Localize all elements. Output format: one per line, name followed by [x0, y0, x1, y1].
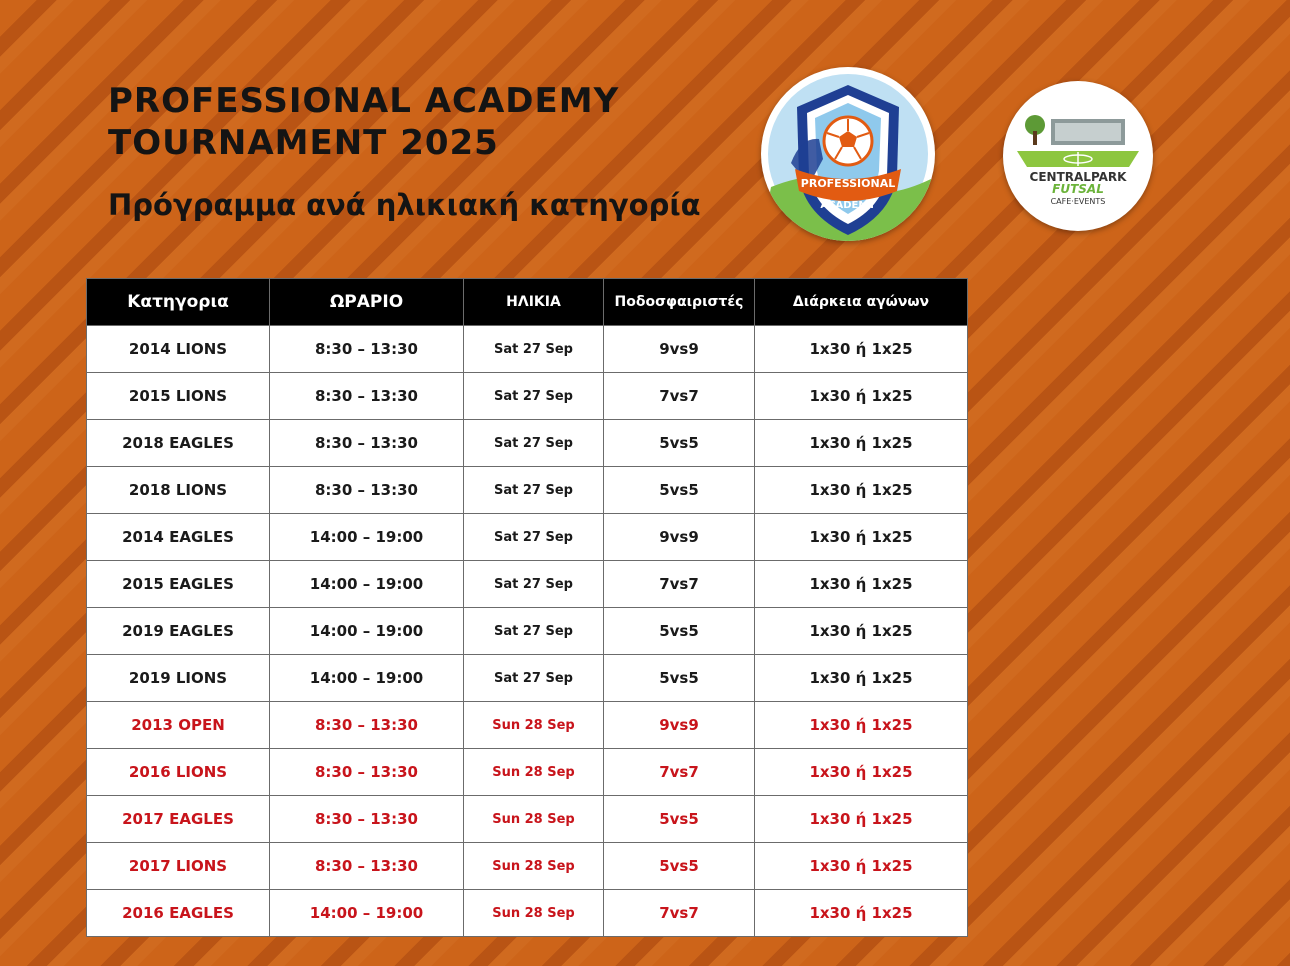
cell-players: 5vs5: [604, 467, 755, 514]
cell-time: 8:30 – 13:30: [270, 702, 464, 749]
cell-day: Sat 27 Sep: [464, 467, 604, 514]
cell-players: 5vs5: [604, 608, 755, 655]
logo-text-academy: ACADEMY: [820, 200, 876, 211]
table-row: [87, 890, 968, 937]
cell-day: Sat 27 Sep: [464, 608, 604, 655]
cell-time: 8:30 – 13:30: [270, 420, 464, 467]
cell-category: 2014 EAGLES: [87, 514, 270, 561]
professional-academy-logo: [761, 67, 935, 241]
cell-duration: 1x30 ή 1x25: [755, 514, 968, 561]
cell-duration: 1x30 ή 1x25: [755, 796, 968, 843]
cell-category: 2014 LIONS: [87, 326, 270, 373]
table-row: [87, 749, 968, 796]
table-row: [87, 420, 968, 467]
logo-text-cafe-events: CAFE·EVENTS: [1050, 197, 1106, 206]
cell-duration: 1x30 ή 1x25: [755, 843, 968, 890]
table-row: [87, 843, 968, 890]
cell-category: 2013 OPEN: [87, 702, 270, 749]
title-line-2: TOURNAMENT 2025: [108, 123, 499, 163]
cell-time: 8:30 – 13:30: [270, 749, 464, 796]
cell-day: Sun 28 Sep: [464, 890, 604, 937]
table-row: [87, 326, 968, 373]
cell-time: 8:30 – 13:30: [270, 373, 464, 420]
cell-category: 2015 LIONS: [87, 373, 270, 420]
col-header-category: Κατηγορια: [87, 279, 270, 326]
central-park-futsal-logo: [1003, 81, 1153, 231]
col-header-duration: Διάρκεια αγώνων: [755, 279, 968, 326]
cell-duration: 1x30 ή 1x25: [755, 749, 968, 796]
table-row: [87, 608, 968, 655]
cell-duration: 1x30 ή 1x25: [755, 467, 968, 514]
cell-category: 2017 EAGLES: [87, 796, 270, 843]
cell-players: 7vs7: [604, 890, 755, 937]
cell-players: 5vs5: [604, 796, 755, 843]
page-subtitle: Πρόγραμμα ανά ηλικιακή κατηγορία: [108, 188, 701, 222]
cell-category: 2015 EAGLES: [87, 561, 270, 608]
cell-category: 2018 LIONS: [87, 467, 270, 514]
cell-players: 5vs5: [604, 655, 755, 702]
cell-day: Sat 27 Sep: [464, 655, 604, 702]
cell-day: Sun 28 Sep: [464, 702, 604, 749]
cell-players: 7vs7: [604, 373, 755, 420]
cell-day: Sun 28 Sep: [464, 749, 604, 796]
col-header-players: Ποδοσφαιριστές: [604, 279, 755, 326]
cell-players: 7vs7: [604, 749, 755, 796]
cell-day: Sat 27 Sep: [464, 420, 604, 467]
cell-day: Sun 28 Sep: [464, 843, 604, 890]
cell-category: 2016 EAGLES: [87, 890, 270, 937]
cell-time: 8:30 – 13:30: [270, 326, 464, 373]
cell-duration: 1x30 ή 1x25: [755, 655, 968, 702]
table-row: [87, 655, 968, 702]
cell-players: 7vs7: [604, 561, 755, 608]
cell-players: 9vs9: [604, 514, 755, 561]
cell-category: 2019 LIONS: [87, 655, 270, 702]
table-header-row: [87, 279, 968, 326]
cell-category: 2016 LIONS: [87, 749, 270, 796]
cell-time: 14:00 – 19:00: [270, 608, 464, 655]
central-park-logo-graphic: [1003, 81, 1153, 231]
cell-category: 2017 LIONS: [87, 843, 270, 890]
table-row: [87, 796, 968, 843]
cell-duration: 1x30 ή 1x25: [755, 561, 968, 608]
cell-day: Sat 27 Sep: [464, 514, 604, 561]
cell-day: Sat 27 Sep: [464, 561, 604, 608]
cell-time: 14:00 – 19:00: [270, 561, 464, 608]
cell-day: Sat 27 Sep: [464, 373, 604, 420]
title-line-1: PROFESSIONAL ACADEMY: [108, 81, 620, 121]
table-row: [87, 467, 968, 514]
cell-category: 2019 EAGLES: [87, 608, 270, 655]
cell-time: 8:30 – 13:30: [270, 796, 464, 843]
cell-players: 5vs5: [604, 420, 755, 467]
professional-academy-logo-graphic: [761, 67, 935, 241]
table-row: [87, 702, 968, 749]
cell-day: Sun 28 Sep: [464, 796, 604, 843]
cell-players: 9vs9: [604, 702, 755, 749]
table-row: [87, 373, 968, 420]
logo-text-centralpark: CENTRALPARK: [1029, 170, 1127, 184]
table-row: [87, 561, 968, 608]
cell-players: 5vs5: [604, 843, 755, 890]
logo-text-futsal: FUTSAL: [1052, 182, 1104, 196]
table-row: [87, 514, 968, 561]
col-header-time: ΩΡΑΡΙΟ: [270, 279, 464, 326]
logo-text-professional: PROFESSIONAL: [800, 177, 896, 190]
page-title: [108, 80, 619, 164]
cell-time: 8:30 – 13:30: [270, 467, 464, 514]
col-header-age: ΗΛΙΚΙΑ: [464, 279, 604, 326]
cell-duration: 1x30 ή 1x25: [755, 373, 968, 420]
cell-duration: 1x30 ή 1x25: [755, 608, 968, 655]
cell-duration: 1x30 ή 1x25: [755, 420, 968, 467]
cell-category: 2018 EAGLES: [87, 420, 270, 467]
cell-duration: 1x30 ή 1x25: [755, 890, 968, 937]
cell-time: 14:00 – 19:00: [270, 655, 464, 702]
cell-time: 14:00 – 19:00: [270, 514, 464, 561]
cell-duration: 1x30 ή 1x25: [755, 326, 968, 373]
cell-duration: 1x30 ή 1x25: [755, 702, 968, 749]
cell-day: Sat 27 Sep: [464, 326, 604, 373]
cell-time: 14:00 – 19:00: [270, 890, 464, 937]
cell-time: 8:30 – 13:30: [270, 843, 464, 890]
schedule-table: [86, 278, 968, 937]
cell-players: 9vs9: [604, 326, 755, 373]
